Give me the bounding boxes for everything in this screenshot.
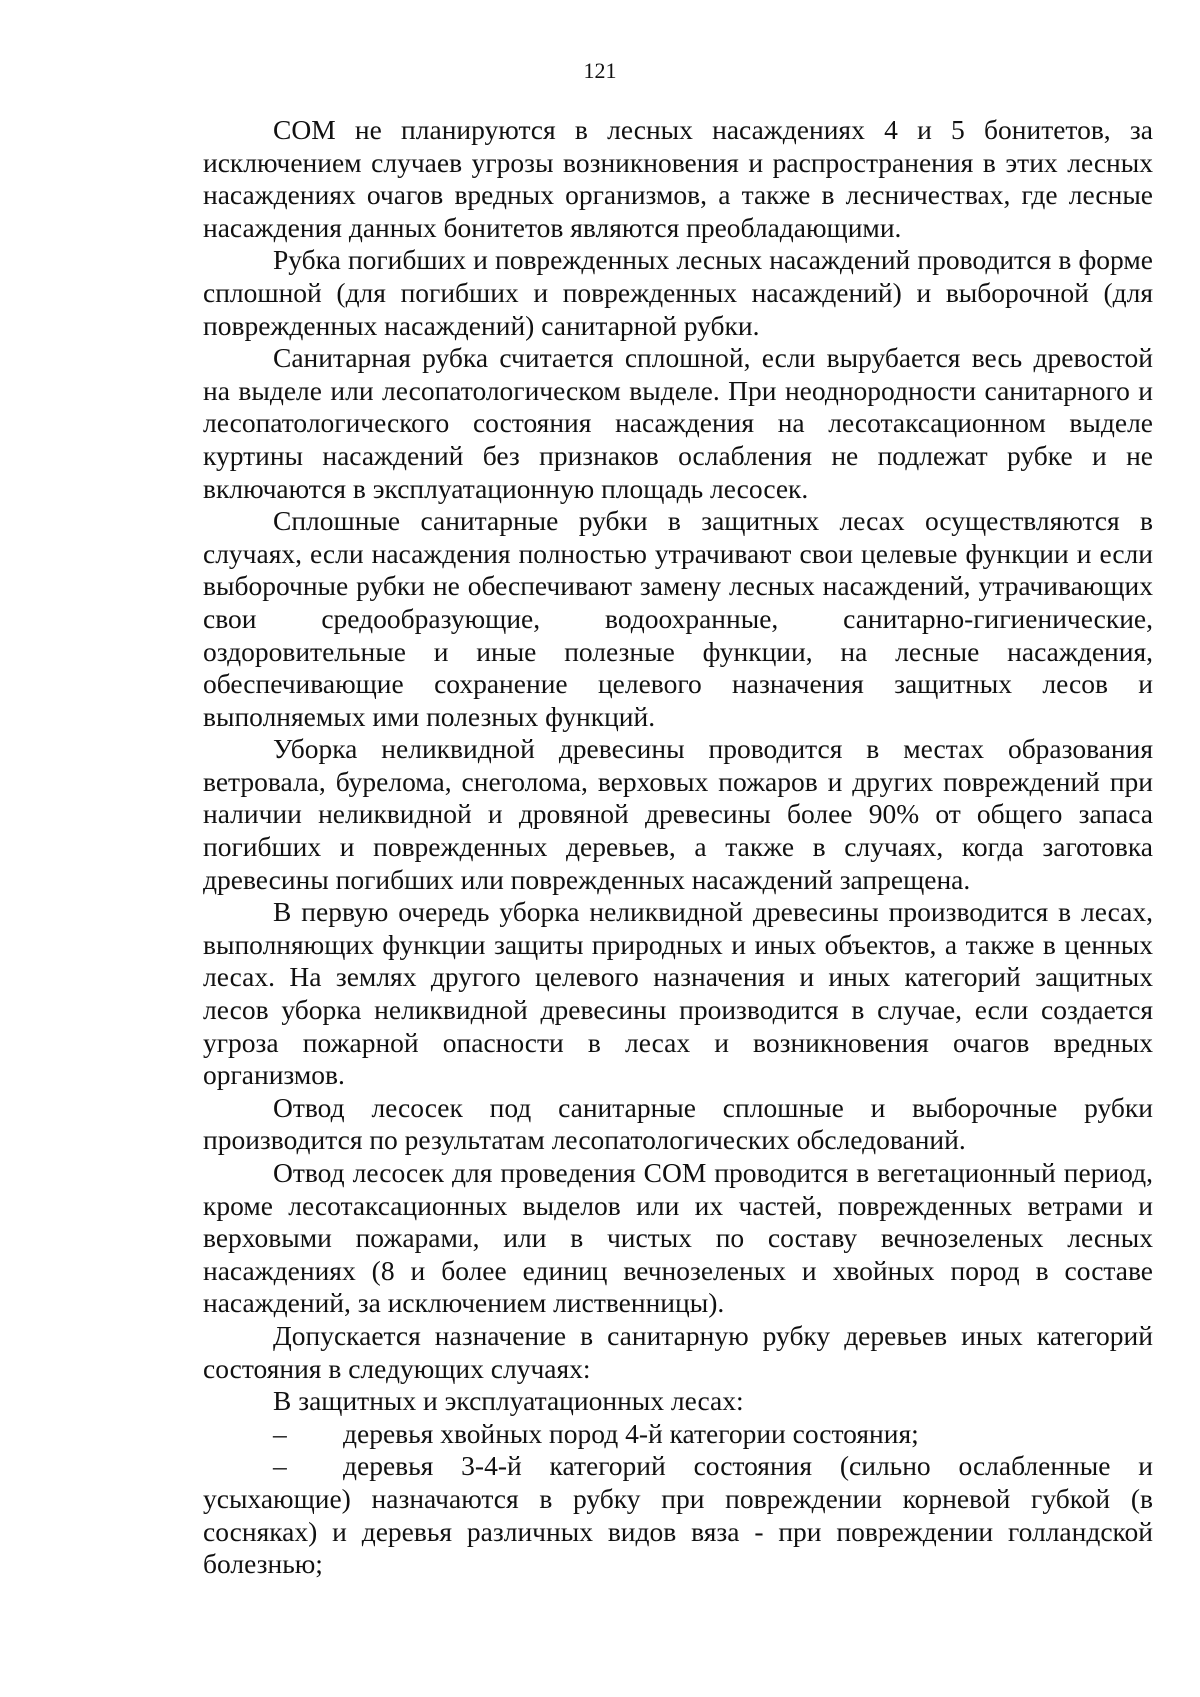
list-item-text: деревья хвойных пород 4-й категории состояния; — [343, 1417, 919, 1449]
paragraph-protective-exploitation-forests: В защитных и эксплуатационных лесах: — [273, 1385, 744, 1417]
list-item-text: деревья 3-4-й категорий состояния (сильно ослабленные и усыхающие) назначаются в рубку при повреждении корневой губкой (в сосняках) и деревья различных видов вяза - при повреждении голландской болезнью; — [203, 1450, 1153, 1580]
list-item — [203, 1418, 1153, 1451]
page-number: 121 — [583, 58, 617, 83]
list-dash: – — [273, 1450, 287, 1482]
paragraph-cutting-forms: Рубка погибших и поврежденных лесных насаждений проводится в форме сплошной (для погибших и поврежденных насаждений) и выборочной (для поврежденных насаждений) санитарной рубки. — [203, 244, 1153, 341]
paragraph-allotment-vegetation-period: Отвод лесосек для проведения СОМ проводится в вегетационный период, кроме лесотаксационных выделов или их частей, поврежденных ветрами и верховыми пожарами, или в чистых по составу вечнозеленых лесных насаждениях (8 и более единиц вечнозеленых и хвойных пород в составе насаждений, за исключением лиственницы). — [203, 1157, 1153, 1319]
paragraph-clear-sanitary-cutting: Санитарная рубка считается сплошной, если вырубается весь древостой на выделе или лесопатологическом выделе. При неоднородности санитарного и лесопатологического состояния насаждения на лесотаксационном выделе куртины насаждений без признаков ослабления не подлежат рубке и не включаются в эксплуатационную площадь лесосек. — [203, 342, 1153, 504]
paragraph-allotment-surveys: Отвод лесосек под санитарные сплошные и выборочные рубки производится по результатам лесопатологических обследований. — [203, 1091, 1153, 1156]
list-item — [203, 1450, 1153, 1580]
paragraph-nonliquid-wood-removal: Уборка неликвидной древесины проводится в местах образования ветровала, бурелома, снеголома, верховых пожаров и других повреждений при наличии неликвидной и дровяной древесины более 90% от общего запаса погибших и поврежденных деревьев, а также в случаях, когда заготовка древесины погибших или поврежденных насаждений запрещена. — [203, 733, 1153, 895]
list-dash: – — [273, 1417, 287, 1449]
paragraph-protective-forests: Сплошные санитарные рубки в защитных лесах осуществляются в случаях, если насаждения полностью утрачивают свои целевые функции и если выборочные рубки не обеспечивают замену лесных насаждений, утрачивающих свои средообразующие, водоохранные, санитарно-гигиенические, оздоровительные и иные полезные функции, на лесные насаждения, обеспечивающие сохранение целевого назначения защитных лесов и выполняемых ими полезных функций. — [203, 505, 1153, 732]
paragraph-bonitet-restriction: СОМ не планируются в лесных насаждениях 4 и 5 бонитетов, за исключением случаев угрозы возникновения и распространения в этих лесных насаждениях очагов вредных организмов, а также в лесничествах, где лесные насаждения данных бонитетов являются преобладающими. — [203, 114, 1153, 243]
document-body — [203, 114, 1153, 1581]
paragraph-other-categories: Допускается назначение в санитарную рубку деревьев иных категорий состояния в следующих случаях: — [203, 1319, 1153, 1384]
paragraph-priority-removal: В первую очередь уборка неликвидной древесины производится в лесах, выполняющих функции защиты природных и иных объектов, а также в ценных лесах. На землях другого целевого назначения и иных категорий защитных лесов уборка неликвидной древесины производится в случае, если создается угроза пожарной опасности в лесах и возникновения очагов вредных организмов. — [203, 896, 1153, 1091]
